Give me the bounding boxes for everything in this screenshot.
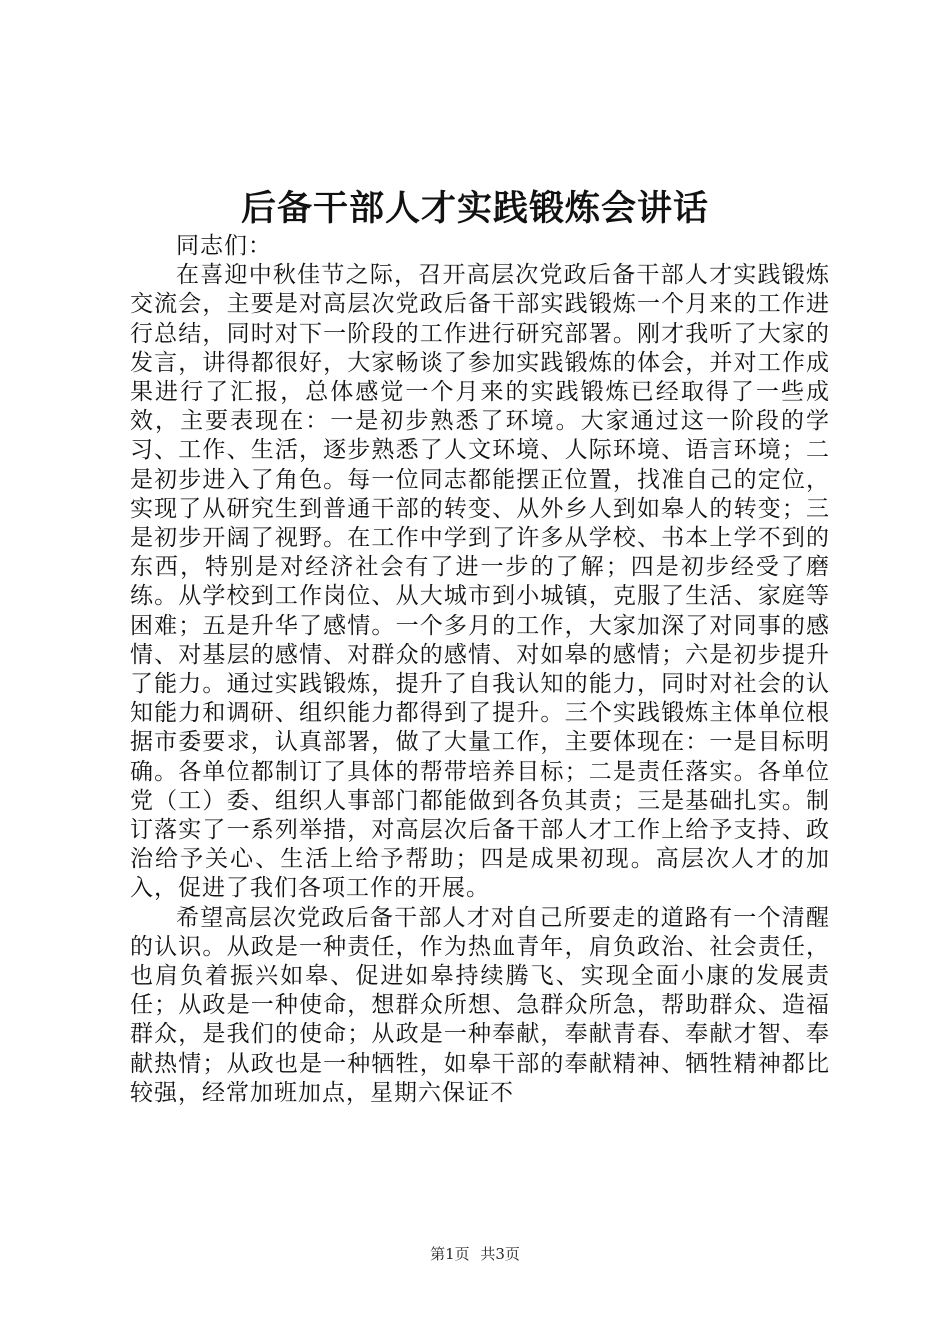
page-total: 共3页 <box>480 1245 520 1263</box>
body-paragraph: 希望高层次党政后备干部人才对自己所要走的道路有一个清醒的认识。从政是一种责任，作为热血青年，肩负政治、社会责任，也肩负着振兴如皋、促进如皋持续腾飞、实现全面小康的发展责任；从政是一种使命，想群众所想、急群众所急，帮助群众、造福群众，是我们的使命；从政是一种奉献，奉献青春、奉献才智、奉献热情；从政也是一种牺牲，如皋干部的奉献精神、牺牲精神都比较强，经常加班加点，星期六保证不 <box>130 904 830 1106</box>
page-footer <box>0 1244 950 1264</box>
document-title: 后备干部人才实践锻炼会讲话 <box>240 188 709 229</box>
page-number: 第1页 <box>430 1245 470 1263</box>
body-paragraph: 在喜迎中秋佳节之际，召开高层次党政后备干部人才实践锻炼交流会，主要是对高层次党政后备干部实践锻炼一个月来的工作进行总结，同时对下一阶段的工作进行研究部署。刚才我听了大家的发言，讲得都很好，大家畅谈了参加实践锻炼的体会，并对工作成果进行了汇报，总体感觉一个月来的实践锻炼已经取得了一些成效，主要表现在：一是初步熟悉了环境。大家通过这一阶段的学习、工作、生活，逐步熟悉了人文环境、人际环境、语言环境；二是初步进入了角色。每一位同志都能摆正位置，找准自己的定位，实现了从研究生到普通干部的转变、从外乡人到如皋人的转变；三是初步开阔了视野。在工作中学到了许多从学校、书本上学不到的东西，特别是对经济社会有了进一步的了解；四是初步经受了磨练。从学校到工作岗位、从大城市到小城镇，克服了生活、家庭等困难；五是升华了感情。一个多月的工作，大家加深了对同事的感情、对基层的感情、对群众的感情、对如皋的感情；六是初步提升了能力。通过实践锻炼，提升了自我认知的能力，同时对社会的认知能力和调研、组织能力都得到了提升。三个实践锻炼主体单位根据市委要求，认真部署，做了大量工作，主要体现在：一是目标明确。各单位都制订了具体的帮带培养目标；二是责任落实。各单位党（工）委、组织人事部门都能做到各负其责；三是基础扎实。制订落实了一系列举措，对高层次后备干部人才工作上给予支持、政治给予关心、生活上给予帮助；四是成果初现。高层次人才的加入，促进了我们各项工作的开展。 <box>130 262 830 902</box>
salutation: 同志们： <box>176 233 272 259</box>
document-body <box>130 232 830 1108</box>
